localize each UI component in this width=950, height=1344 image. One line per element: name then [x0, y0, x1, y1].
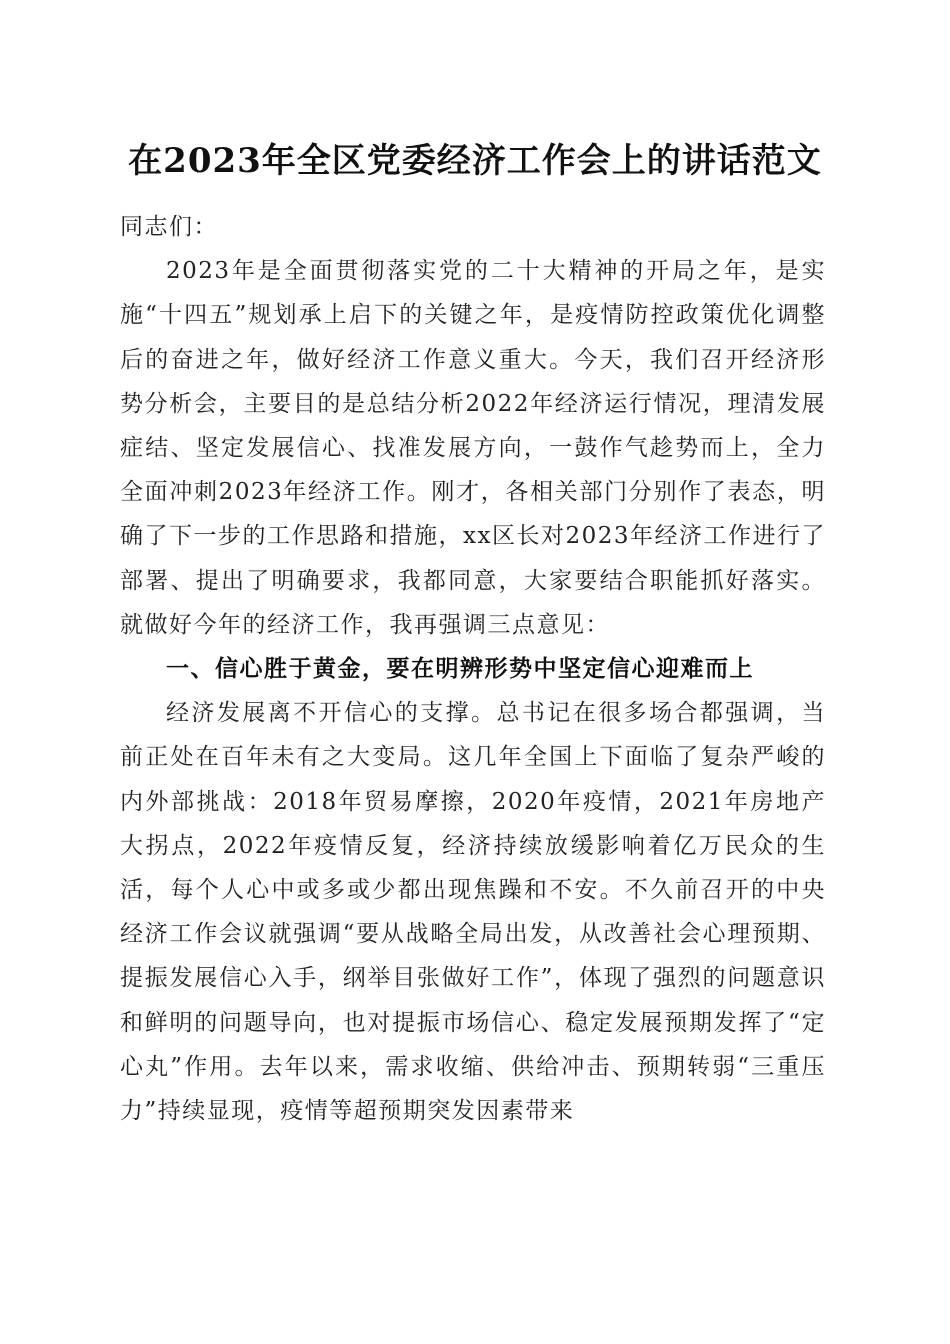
document-body	[120, 205, 826, 1133]
section-heading-1: 一、信心胜于黄金，要在明辨形势中坚定信心迎难而上	[166, 656, 754, 683]
document-title: 在2023年全区党委经济工作会上的讲话范文	[128, 141, 822, 181]
paragraph-section-1: 经济发展离不开信心的支撑。总书记在很多场合都强调，当前正处在百年未有之大变局。这几年全国上下面临了复杂严峻的内外部挑战：2018年贸易摩擦，2020年疫情，2021年房地产大拐点，2022年疫情反复，经济持续放缓影响着亿万民众的生活，每个人心中或多或少都出现焦躁和不安。不久前召开的中央经济工作会议就强调“要从战略全局出发，从改善社会心理预期、提振发展信心入手，纲举目张做好工作”，体现了强烈的问题意识和鲜明的问题导向，也对提振市场信心、稳定发展预期发挥了“定心丸”作用。去年以来，需求收缩、供给冲击、预期转弱“三重压力”持续显现，疫情等超预期突发因素带来	[120, 700, 826, 1125]
paragraph-intro: 2023年是全面贯彻落实党的二十大精神的开局之年，是实施“十四五”规划承上启下的关键之年，是疫情防控政策优化调整后的奋进之年，做好经济工作意义重大。今天，我们召开经济形势分析会，主要目的是总结分析2022年经济运行情况，理清发展症结、坚定发展信心、找准发展方向，一鼓作气趁势而上，全力全面冲刺2023年经济工作。刚才，各相关部门分别作了表态，明确了下一步的工作思路和措施，xx区长对2023年经济工作进行了部署、提出了明确要求，我都同意，大家要结合职能抓好落实。就做好今年的经济工作，我再强调三点意见：	[120, 258, 826, 638]
salutation: 同志们：	[120, 214, 218, 240]
